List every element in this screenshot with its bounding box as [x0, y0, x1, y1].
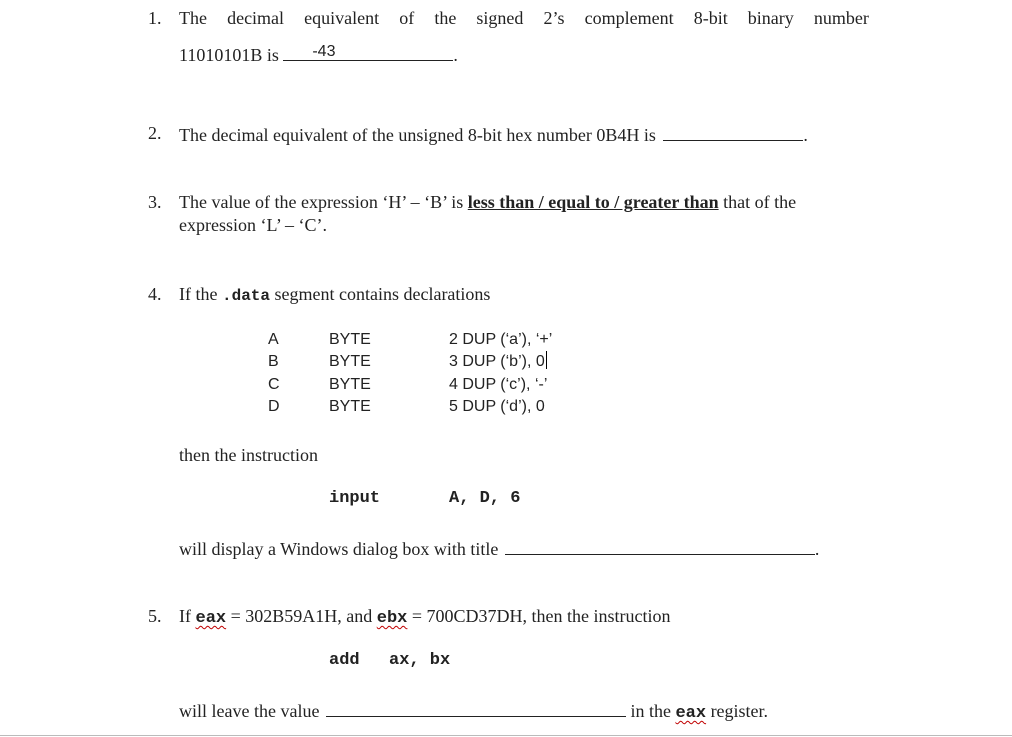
q1-word: 2’s	[543, 8, 565, 28]
q4-text-after: segment contains declarations	[274, 284, 491, 304]
q1-answer: -43	[312, 43, 336, 60]
q1-word: decimal	[227, 8, 285, 28]
q5-mid2: = 700CD37DH, then the instruction	[411, 606, 671, 626]
decl-name: A	[268, 331, 279, 348]
q5-number: 5.	[148, 606, 162, 626]
q1-word: of	[399, 8, 415, 28]
q1-word: binary	[747, 8, 794, 28]
q1-word: the	[434, 8, 457, 28]
q5-reg-eax-2: eax	[675, 704, 707, 723]
q1-answer-blank[interactable]	[283, 42, 453, 61]
q5-prefix: If	[179, 606, 191, 626]
page-bottom-rule	[0, 735, 1012, 736]
q3-options[interactable]: less than / equal to / greater than	[467, 192, 719, 212]
q1-word: 8-bit	[693, 8, 728, 28]
q4-instruction-op: input	[329, 489, 381, 508]
q4-then-text: then the instruction	[179, 445, 318, 465]
decl-init: 3 DUP (‘b’), 0	[449, 353, 545, 370]
q3-text-before: The value of the expression ‘H’ – ‘B’ is	[179, 192, 464, 212]
decl-init: 4 DUP (‘c’), ‘-’	[449, 376, 548, 393]
q1-number: 1.	[148, 8, 162, 28]
q5-reg-eax: eax	[195, 609, 227, 628]
q5-leave-text: will leave the value	[179, 701, 320, 721]
q4-number: 4.	[148, 284, 162, 304]
decl-type: BYTE	[329, 376, 371, 393]
decl-init: 2 DUP (‘a’), ‘+’	[449, 331, 553, 348]
q1-word: signed	[476, 8, 524, 28]
q3-text-after: that of the	[723, 192, 797, 212]
q4-instruction-args: A, D, 6	[449, 489, 521, 508]
q3-line2: expression ‘L’ – ‘C’.	[179, 215, 327, 235]
q4-suffix: .	[814, 539, 820, 559]
q4-line	[179, 283, 490, 307]
decl-name: C	[268, 376, 280, 393]
q1-suffix: .	[453, 45, 458, 65]
q4-keyword: .data	[221, 287, 270, 305]
q2-line	[179, 122, 808, 146]
q1-word: number	[813, 8, 869, 28]
q2-text: The decimal equivalent of the unsigned 8-bit hex number 0B4H is	[179, 125, 656, 145]
q4-text-before: If the	[179, 284, 218, 304]
q1-word: equivalent	[304, 8, 380, 28]
q5-instruction-op: add	[329, 651, 360, 670]
decl-name: B	[268, 353, 279, 370]
decl-name: D	[268, 398, 280, 415]
q5-register-text: register.	[710, 701, 769, 721]
decl-type: BYTE	[329, 353, 371, 370]
decl-init-row[interactable]	[449, 351, 547, 373]
q4-answer-blank[interactable]	[505, 536, 815, 555]
q2-answer-blank[interactable]	[663, 122, 803, 141]
q5-mid1: = 302B59A1H, and	[230, 606, 373, 626]
q2-number: 2.	[148, 123, 162, 143]
q5-line	[179, 605, 671, 630]
decl-init: 5 DUP (‘d’), 0	[449, 398, 545, 415]
decl-type: BYTE	[329, 331, 371, 348]
q5-leave-line	[179, 698, 768, 725]
q3-number: 3.	[148, 192, 162, 212]
q5-instruction-args: ax, bx	[389, 651, 451, 670]
q5-reg-ebx: ebx	[376, 609, 408, 628]
q1-word: complement	[584, 8, 674, 28]
q2-suffix: .	[803, 125, 808, 145]
q1-line1	[179, 7, 869, 29]
q4-display-line	[179, 536, 819, 560]
decl-type: BYTE	[329, 398, 371, 415]
q5-in-the: in the	[630, 701, 671, 721]
text-cursor	[546, 351, 547, 369]
q1-word: The	[179, 8, 207, 28]
q4-display-text: will display a Windows dialog box with title	[179, 539, 499, 559]
q1-prefix: 11010101B is	[179, 45, 279, 65]
q1-line2	[179, 42, 458, 66]
q3-line1	[179, 191, 796, 213]
q5-answer-blank[interactable]	[326, 698, 626, 717]
